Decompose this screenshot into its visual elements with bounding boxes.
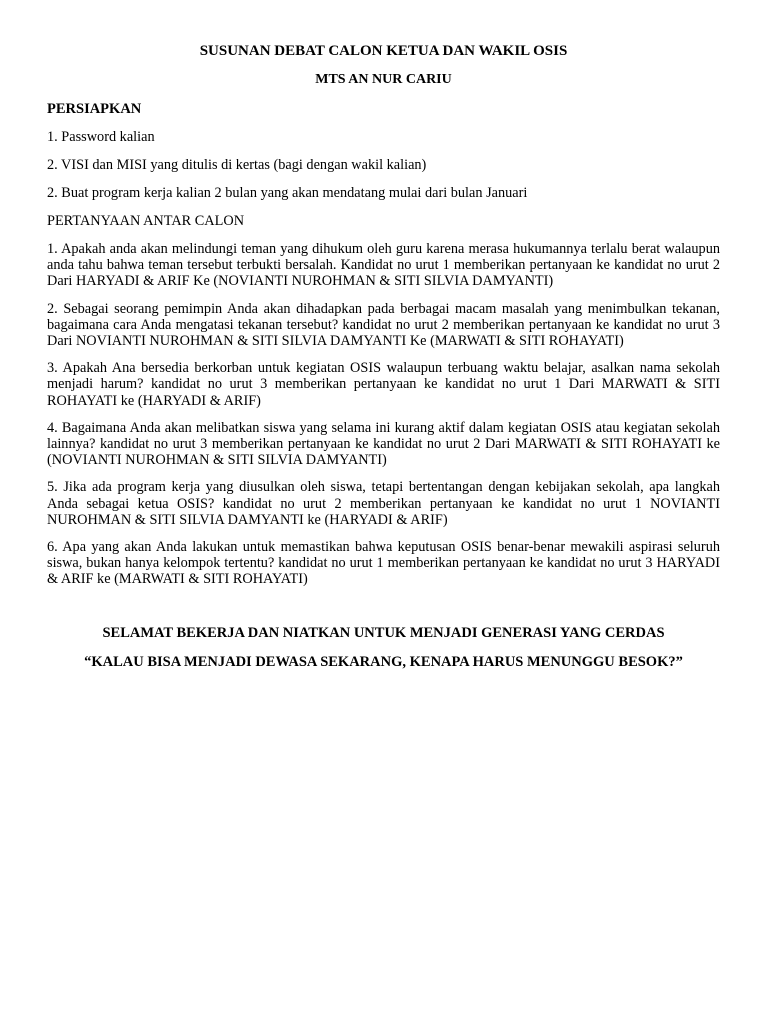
document-subtitle: MTS AN NUR CARIU: [315, 72, 452, 87]
prep-heading: PERSIAPKAN: [47, 101, 142, 117]
closing-quote: “KALAU BISA MENJADI DEWASA SEKARANG, KENAPA HARUS MENUNGGU BESOK?”: [84, 653, 683, 670]
question-item: 5. Jika ada program kerja yang diusulkan oleh siswa, tetapi bertentangan dengan kebijakan sekolah, apa langkah Anda sebagai ketua OSIS? kandidat no urut 2 memberikan pertanyaan ke kandidat no urut 1 NOVIANTI NUROHMAN & SITI SILVIA DAMYANTI ke (HARYADI & ARIF): [47, 479, 720, 528]
question-item: 3. Apakah Ana bersedia berkorban untuk kegiatan OSIS walaupun terbuang waktu belajar, asalkan nama sekolah menjadi harum? kandidat no urut 3 memberikan pertanyaan ke kandidat no urut 1 Dari MARWATI & SITI ROHAYATI ke (HARYADI & ARIF): [47, 360, 720, 409]
question-item: 6. Apa yang akan Anda lakukan untuk memastikan bahwa keputusan OSIS benar-benar mewakili aspirasi seluruh siswa, bukan hanya kelompok tertentu? kandidat no urut 1 memberikan pertanyaan ke kandidat no urut 3 HARYADI & ARIF ke (MARWATI & SITI ROHAYATI): [47, 539, 720, 588]
document-page: [47, 42, 720, 671]
document-title: SUSUNAN DEBAT CALON KETUA DAN WAKIL OSIS: [199, 43, 568, 59]
question-item: 4. Bagaimana Anda akan melibatkan siswa yang selama ini kurang aktif dalam kegiatan OSIS atau kegiatan sekolah lainnya? kandidat no urut 3 memberikan pertanyaan ke kandidat no urut 2 Dari MARWATI & SITI ROHAYATI ke (NOVIANTI NUROHMAN & SITI SILVIA DAMYANTI): [47, 419, 720, 469]
closing-message: SELAMAT BEKERJA DAN NIATKAN UNTUK MENJADI GENERASI YANG CERDAS: [102, 624, 665, 641]
question-item: 1. Apakah anda akan melindungi teman yang dihukum oleh guru karena merasa hukumannya terlalu berat walaupun anda tahu bahwa teman tersebut terbukti bersalah. Kandidat no urut 1 memberikan pertanyaan ke kandidat no urut 2 Dari HARYADI & ARIF Ke (NOVIANTI NUROHMAN & SITI SILVIA DAMYANTI): [47, 241, 720, 290]
prep-item: 1. Password kalian: [47, 129, 155, 145]
question-item: 2. Sebagai seorang pemimpin Anda akan dihadapkan pada berbagai macam masalah yang menimbulkan tekanan, bagaimana cara Anda mengatasi tekanan tersebut? kandidat no urut 2 memberikan pertanyaan ke kandidat no urut 3 Dari NOVIANTI NUROHMAN & SITI SILVIA DAMYANTI Ke (MARWATI & SITI ROHAYATI): [47, 300, 720, 350]
prep-item: 2. VISI dan MISI yang ditulis di kertas (bagi dengan wakil kalian): [47, 157, 427, 173]
prep-item: 2. Buat program kerja kalian 2 bulan yang akan mendatang mulai dari bulan Januari: [47, 185, 528, 201]
questions-heading: PERTANYAAN ANTAR CALON: [47, 213, 245, 229]
